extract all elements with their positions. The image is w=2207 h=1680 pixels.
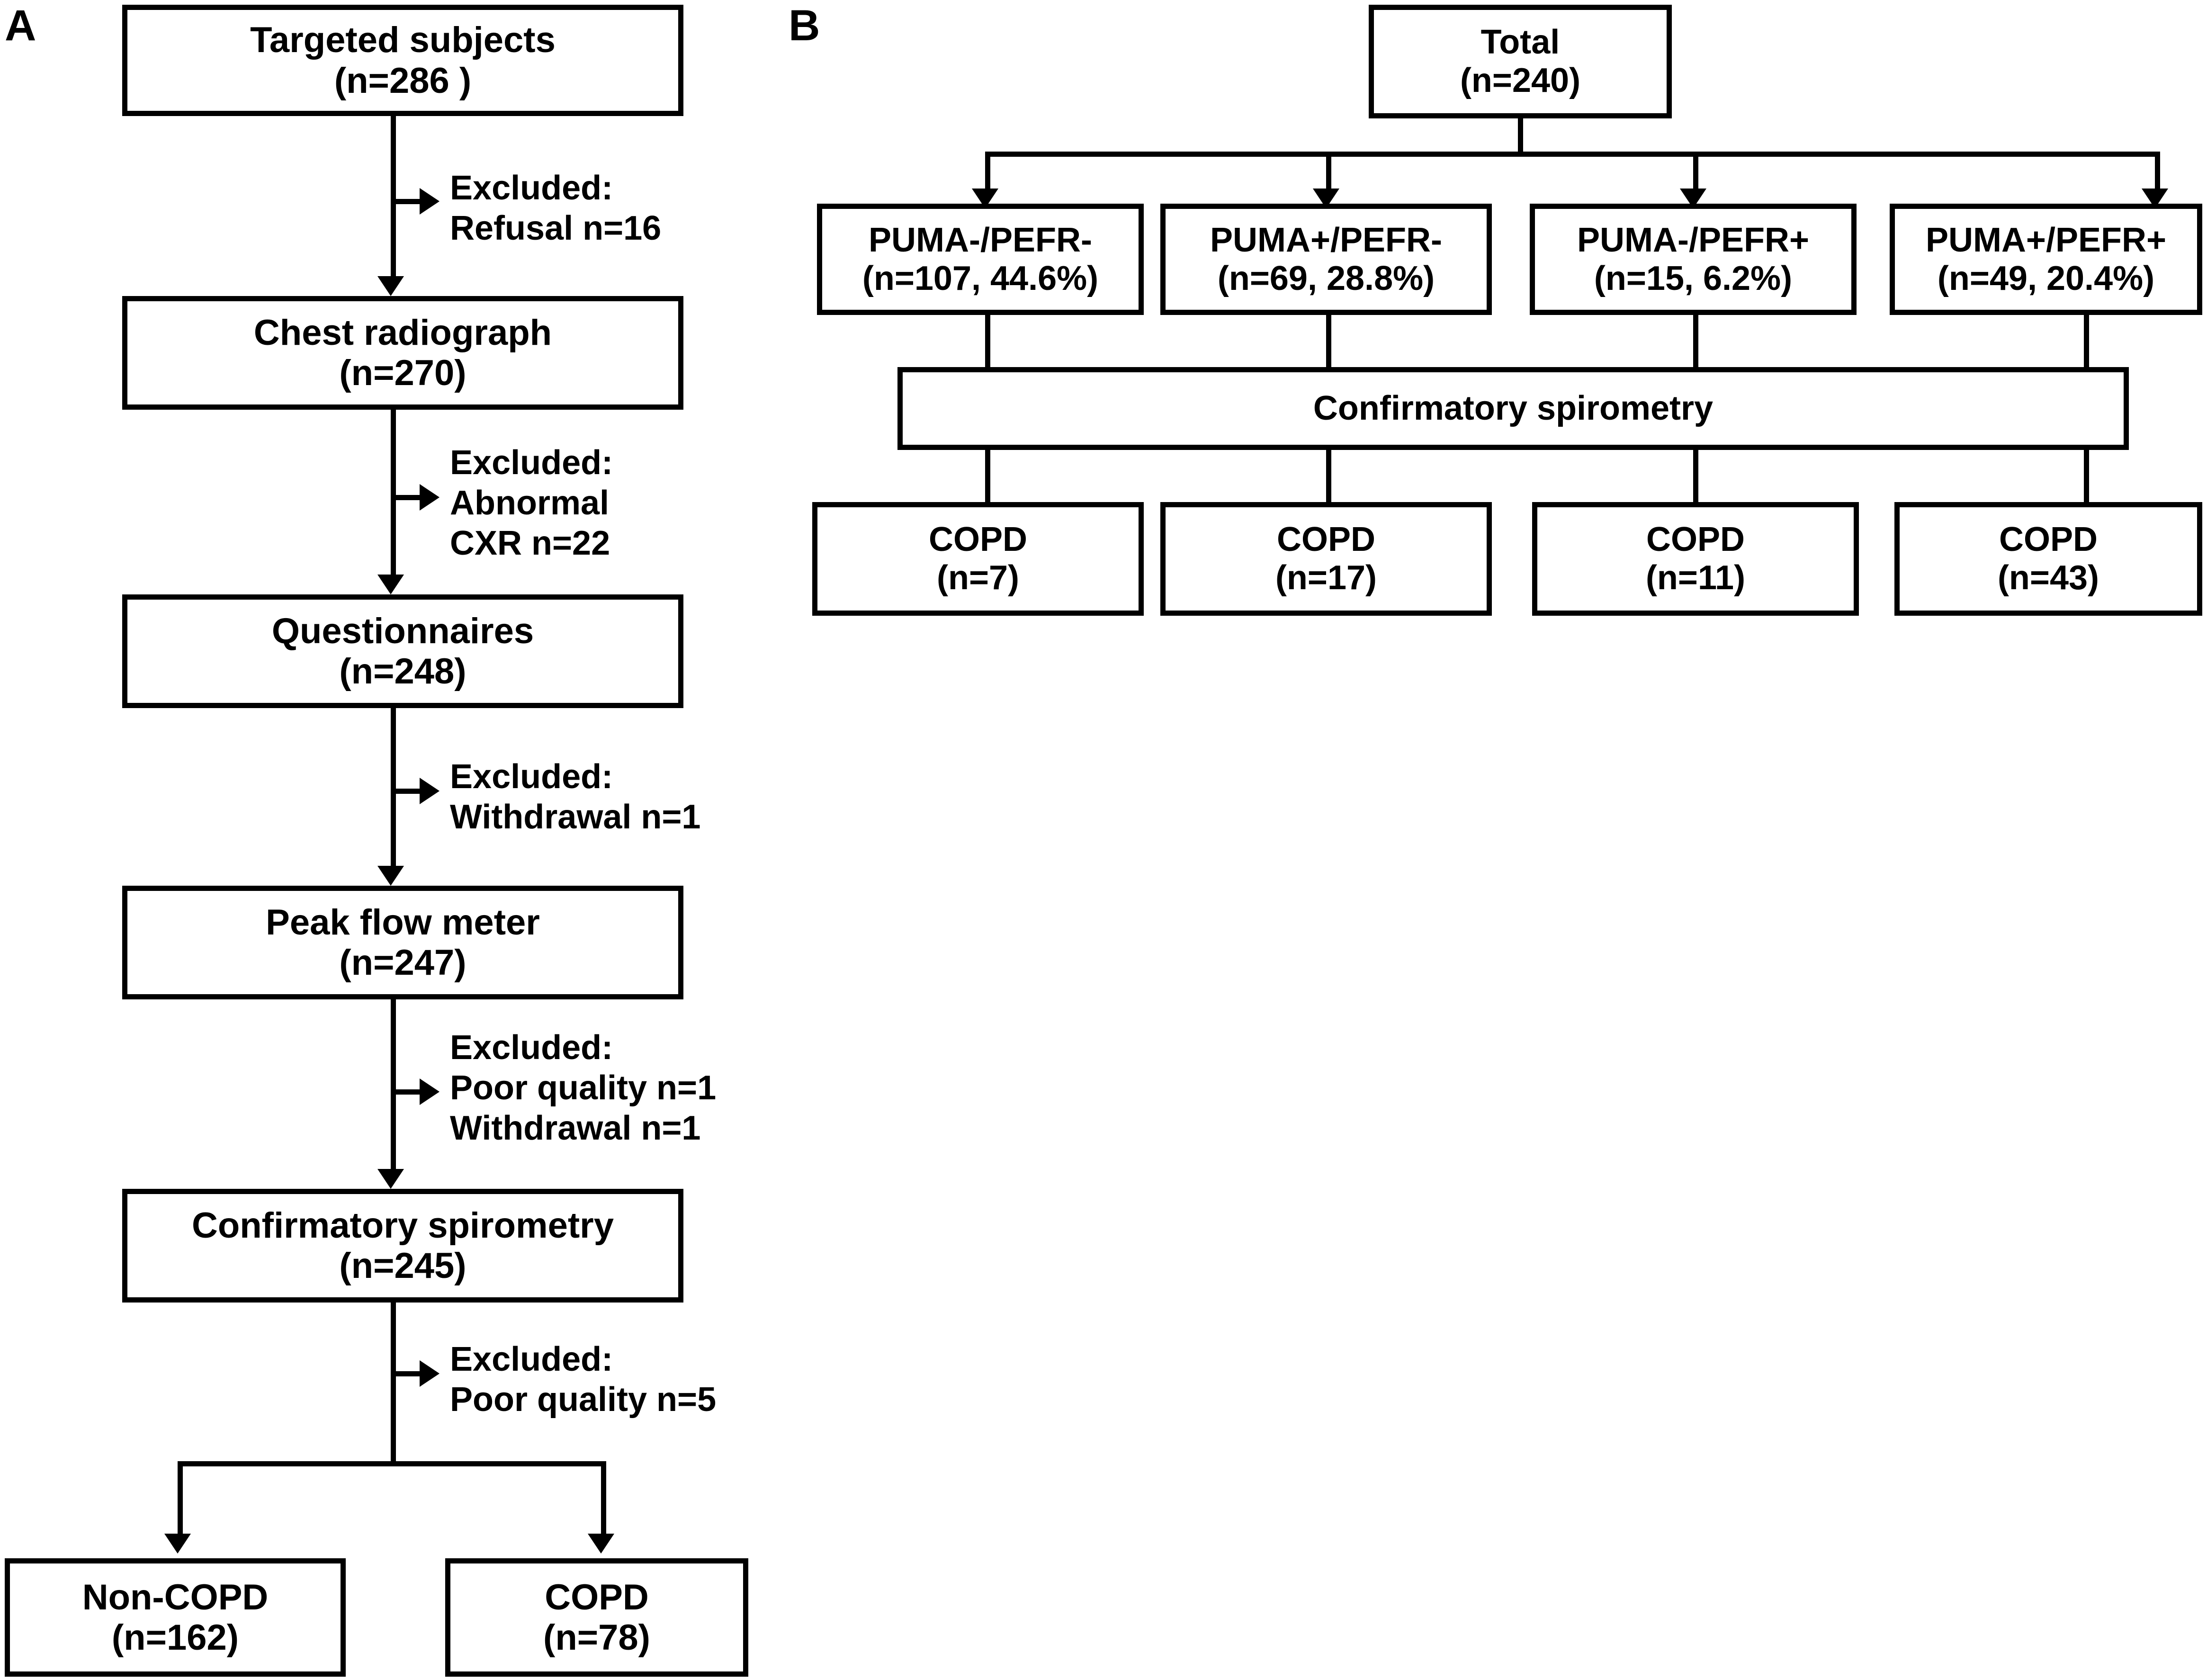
connector-split-bar <box>178 1461 606 1466</box>
connector-line <box>391 1371 422 1376</box>
box-targeted-subjects <box>122 5 683 116</box>
box-line2: (n=248) <box>339 651 467 692</box>
box-line2: (n=78) <box>543 1617 650 1658</box>
connector-line <box>1326 152 1331 189</box>
box-outcome-2 <box>1160 502 1492 616</box>
note-line2: Poor quality n=1 <box>450 1069 717 1107</box>
box-line1: PUMA+/PEFR- <box>1210 221 1443 259</box>
note-line1: Excluded: <box>450 444 613 482</box>
box-line1: Questionnaires <box>271 611 534 651</box>
connector-arrow <box>377 276 404 296</box>
box-line1: COPD <box>1646 521 1745 559</box>
connector-arrow <box>420 484 440 511</box>
connector-arrow <box>420 1360 440 1387</box>
connector-line <box>2084 315 2089 369</box>
box-line2: (n=69, 28.8%) <box>1217 259 1435 297</box>
box-line1: COPD <box>545 1577 649 1617</box>
box-group-1 <box>817 204 1144 315</box>
connector-line <box>985 315 990 369</box>
box-line1: PUMA-/PEFR- <box>869 221 1092 259</box>
box-group-4 <box>1890 204 2202 315</box>
box-line2: (n=7) <box>936 559 1020 597</box>
box-total <box>1369 5 1672 118</box>
connector-line <box>1693 450 1698 504</box>
box-chest-radiograph <box>122 296 683 410</box>
note-line2: Withdrawal n=1 <box>450 798 701 836</box>
connector-line <box>985 152 990 189</box>
connector-line <box>391 116 396 277</box>
connector-arrow <box>377 575 404 594</box>
box-line2: (n=162) <box>111 1617 239 1658</box>
note-exclusion-refusal <box>450 168 661 249</box>
connector-line <box>391 1303 396 1466</box>
box-peak-flow-meter <box>122 886 683 999</box>
connector-line <box>391 999 396 1170</box>
panel-label-b: B <box>789 1 820 50</box>
box-line1: Chest radiograph <box>253 312 552 353</box>
note-line3: CXR n=22 <box>450 524 610 562</box>
box-line1: COPD <box>1999 521 2098 559</box>
box-line1: COPD <box>928 521 1028 559</box>
box-copd <box>445 1558 748 1677</box>
box-line2: (n=270) <box>339 353 467 393</box>
note-line1: Excluded: <box>450 169 613 207</box>
panel-label-a: A <box>5 1 36 50</box>
box-line1: Total <box>1480 23 1560 62</box>
note-line1: Excluded: <box>450 1340 613 1378</box>
connector-arrow <box>377 1169 404 1189</box>
box-line2: (n=11) <box>1645 559 1746 597</box>
connector-arrow <box>420 778 440 804</box>
box-line1: PUMA-/PEFR+ <box>1577 221 1810 259</box>
connector-line <box>391 199 422 204</box>
connector-line <box>391 410 396 575</box>
note-exclusion-withdrawal <box>450 757 700 837</box>
connector-line <box>1326 315 1331 369</box>
connector-line <box>985 450 990 504</box>
box-confirmatory-spirometry-bar <box>897 367 2129 450</box>
box-line1: Peak flow meter <box>266 902 540 943</box>
box-line1: PUMA+/PEFR+ <box>1925 221 2167 259</box>
box-line2: (n=43) <box>1997 559 2099 597</box>
note-line2: Abnormal <box>450 484 610 522</box>
connector-line <box>391 1089 422 1095</box>
box-outcome-3 <box>1532 502 1859 616</box>
box-line2: (n=286 ) <box>334 60 472 101</box>
box-line2: (n=247) <box>339 943 467 983</box>
box-questionnaires <box>122 594 683 708</box>
note-line3: Withdrawal n=1 <box>450 1109 701 1147</box>
box-line2: (n=49, 20.4%) <box>1937 259 2155 297</box>
box-line1: Confirmatory spirometry <box>191 1205 614 1246</box>
connector-line <box>391 495 422 500</box>
note-line1: Excluded: <box>450 758 613 796</box>
connector-line <box>1693 315 1698 369</box>
box-group-2 <box>1160 204 1492 315</box>
connector-arrow <box>164 1534 191 1554</box>
connector-line <box>1326 450 1331 504</box>
box-line1: Confirmatory spirometry <box>1313 389 1714 428</box>
box-line1: COPD <box>1276 521 1376 559</box>
connector-arrow <box>420 1078 440 1105</box>
box-non-copd <box>5 1558 346 1677</box>
connector-split-bar <box>985 152 2155 157</box>
box-line2: (n=107, 44.6%) <box>862 259 1099 297</box>
note-line2: Refusal n=16 <box>450 209 662 247</box>
connector-line <box>2155 152 2160 189</box>
note-exclusion-abnormal-cxr <box>450 443 613 564</box>
connector-line <box>601 1461 606 1535</box>
connector-line <box>2084 450 2089 504</box>
box-group-3 <box>1530 204 1857 315</box>
note-exclusion-poorquality-withdrawal <box>450 1028 716 1149</box>
connector-line <box>178 1461 183 1535</box>
box-line1: Non-COPD <box>82 1577 269 1617</box>
connector-line <box>391 789 422 794</box>
note-line2: Poor quality n=5 <box>450 1380 717 1419</box>
box-line2: (n=245) <box>339 1246 467 1286</box>
connector-arrow <box>588 1534 614 1554</box>
box-line2: (n=15, 6.2%) <box>1594 259 1793 297</box>
box-line2: (n=17) <box>1275 559 1377 597</box>
note-exclusion-poor-quality <box>450 1339 716 1420</box>
connector-line <box>1518 118 1523 154</box>
note-line1: Excluded: <box>450 1029 613 1067</box>
box-confirmatory-spirometry <box>122 1189 683 1303</box>
box-line2: (n=240) <box>1460 62 1581 99</box>
connector-arrow <box>377 866 404 886</box>
connector-arrow <box>420 188 440 215</box>
connector-line <box>1693 152 1698 189</box>
connector-line <box>391 708 396 867</box>
box-line1: Targeted subjects <box>250 20 556 61</box>
box-outcome-4 <box>1894 502 2202 616</box>
box-outcome-1 <box>812 502 1144 616</box>
